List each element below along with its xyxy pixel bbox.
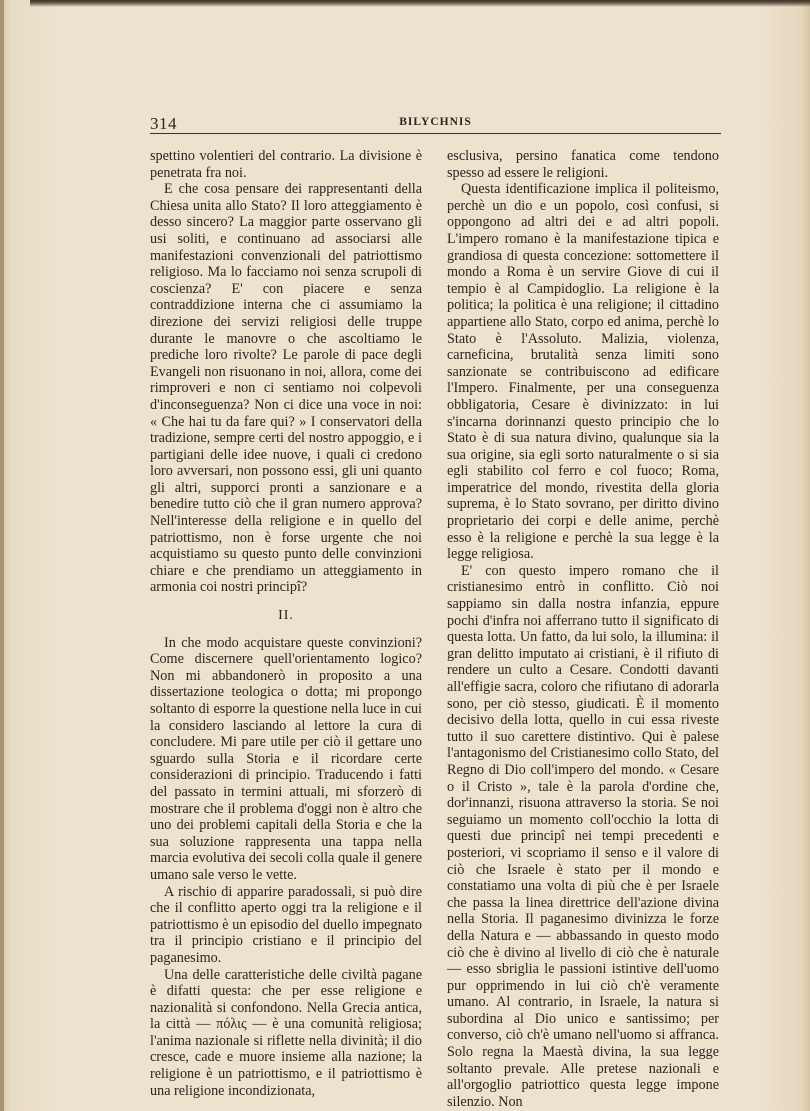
paragraph: E' con questo impero romano che il cristianesimo entrò in conflitto. Ciò noi sappiamo sin dalla nostra infanzia, eppure pochi d'infra noi afferrano tutto il significato di questa lotta. Un fatto, da lui solo, la illumina: il gran delitto imputato ai cristiani, è il rifiuto di rendere un culto a Cesare. Condotti davanti all'effigie sacra, coloro che rifiutano di adorarla sono, per ciò stesso, giudicati. È il momento decisivo della lotta, quello in cui essa riveste tutto il suo carettere distintivo. Qui è palese l'antagonismo del Cristianesimo collo Stato, del Regno di Dio coll'impero del mondo. « Cesare o il Cristo », tale è la parola d'ordine che, dor'innanzi, risuona attraverso la storia. Se noi seguiamo un momento coll'occhio la lotta di questi due principî nei tempi precedenti e posteriori, vi scopriamo il senso e il valore di ciò che Israele è stato per il mondo e constatiamo una volta di più che è per Israele che passa la linea direttrice dell'azione divina nella Storia. Il paganesimo divinizza le forze della Natura e — abbassando in questo modo ciò che è divino al livello di ciò che è naturale — esso sbriglia le passioni istintive dell'uomo pur opprimendo in lui ciò ch'è veramente umano. Al contrario, in Israele, la natura si subordina al Dio unico e santissimo; per converso, ciò ch'è umano nell'uomo si affranca. Solo regna la Maestà divina, la sua legge soltanto prevale. Alle pretese nazionali e all'orgoglio patriottico questa legge impone silenzio. Non (447, 562, 719, 1110)
header-rule (150, 133, 721, 134)
page-top-edge (30, 0, 810, 7)
section-heading: II. (278, 608, 294, 624)
left-column (150, 148, 422, 1099)
paragraph: esclusiva, persino fanatica come tendono spesso ad essere le religioni. (447, 148, 719, 181)
paragraph: E che cosa pensare dei rappresentanti della Chiesa unita allo Stato? Il loro atteggiamento è desso sincero? La maggior parte osservano gli usi soliti, e continuano ad associarsi alle manifestazioni convenzionali del patriottismo religioso. Ma lo facciamo noi senza scrupoli di coscienza? E' con piacere e senza contraddizione interna che ci assumiamo la direzione dei servizi religiosi delle truppe durante le manovre o che ascoltiamo le prediche loro rivolte? Le parole di pace degli Evangeli non risuonano in noi, allora, come dei rimproveri e non ci sentiamo noi colpevoli d'inconseguenza? Non ci dice una voce in noi: « Che hai tu da fare qui? » I conservatori della tradizione, sempre certi del nostro appoggio, e i partigiani delle idee nuove, i quali ci credono loro avversari, non possono essi, gli uni quanto gli altri, supporci pronti a sanzionare e a benedire tutto ciò che il gran numero approva? Nell'interesse della religione e in quello del patriottismo, non è forse urgente che noi acquistiamo su questo punto delle convinzioni chiare e che prendiamo un atteggiamento in armonia coi nostri principî? (150, 181, 422, 596)
paragraph: Questa identificazione implica il politeismo, perchè un dio e un popolo, così confusi, si oppongono ad altri dei e ad altri popoli. L'impero romano è la manifestazione tipica e grandiosa di questa concezione: sottomettere il mondo a Roma è un servire Giove di cui il tempio è al Campidoglio. La religione è la politica; la politica è una religione; il cittadino appartiene allo Stato, corpo ed anima, perchè lo Stato è l'Assoluto. Malizia, violenza, carneficina, brutalità senza limiti sono sanzionate se contribuiscono ad edificare l'Impero. Finalmente, per una conseguenza obbligatoria, Cesare è divinizzato: in lui s'incarna dorinnanzi questo principio che lo Stato è di sua natura divino, qualunque sia la sua origine, sia egli sorto naturalmente o si sia egli stabilito col ferro e col fuoco; Roma, imperatrice del mondo, rivestita della gloria suprema, è lo Stato sovrano, per diritto divino proprietario dei corpi e delle anime, perchè esso è la religione e perchè la sua legge è la legge religiosa. (447, 181, 719, 563)
page-number: 314 (150, 114, 177, 133)
page-header (150, 112, 721, 134)
paragraph: In che modo acquistare queste convinzioni? Come discernere quell'orientamento logico? Non mi abbandonerò in proposito a una dissertazione teologica o dotta; mi propongo soltanto di esporre la questione nella luce in cui la considero lasciando al lettore la cura di concludere. Mi pare utile per ciò il gettare uno sguardo sulla Storia e il ricordare certe considerazioni di principio. Traducendo i fatti del passato in termini attuali, mi sforzerò di mostrare che il problema d'oggi non è altro che uno dei problemi capitali della Storia e che la sua soluzione rappresenta una tappa nella marcia evolutiva dei secoli colla quale il genere umano sale verso le vette. (150, 634, 422, 883)
paragraph: spettino volentieri del contrario. La divisione è penetrata fra noi. (150, 148, 422, 181)
right-column (447, 148, 719, 1110)
paragraph: A rischio di apparire paradossali, si può dire che il conflitto aperto oggi tra la religione e il patriottismo è un episodio del duello impegnato tra il principio cristiano e il principio del paganesimo. (150, 883, 422, 966)
running-title: BILYCHNIS (399, 116, 472, 128)
page-left-edge (0, 0, 4, 1111)
paragraph: Una delle caratteristiche delle civiltà pagane è difatti questa: che per esse religione e nazionalità si confondono. Nella Grecia antica, la città — πόλις — è una comunità religiosa; l'anima nazionale si riflette nella divinità; il dio cresce, cade e muore insieme alla nazione; la religione è un patriottismo, e il patriottismo è una religione incondizionata, (150, 966, 422, 1099)
